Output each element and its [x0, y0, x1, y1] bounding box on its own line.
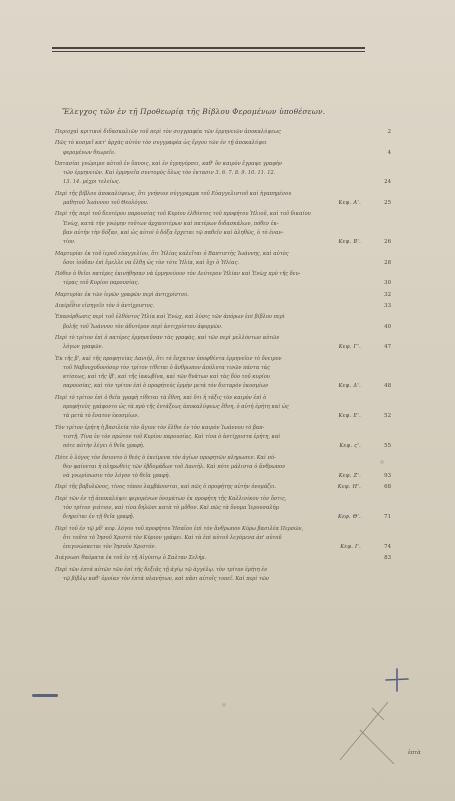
toc-entry-line: τέρας τοῦ Κυρίου παρουσίας.	[63, 280, 140, 287]
toc-entry	[55, 566, 391, 585]
page-number: 74	[384, 544, 391, 551]
page-number: 32	[384, 291, 391, 298]
toc-entry-line: Ἐνὼχ, κατὰ τὴν γνώμην τοῦτων ἀρχαιοτέρων καὶ πατέρων διδασκάλων, πόθεν ἐκ-	[63, 220, 279, 227]
toc-entry	[55, 210, 391, 247]
chapter-ref: Κεφ. Δ'.	[338, 383, 361, 390]
chapter-ref: Κεφ. Ζ'.	[338, 473, 361, 480]
page-number: 40	[384, 323, 391, 330]
toc-entry-line: Περὶ τοῦ ἐν τῷ μδ' κεφ. λόγου τοῦ προφήτου Ἠσαΐου ἐπὶ τὸν ἄνθρωπον Κύρω βασιλέα Περσῶν,	[55, 525, 304, 532]
toc-entry	[55, 483, 391, 492]
toc-entry	[55, 270, 391, 289]
toc-entry-line: κτίσεως, καὶ τῆς ἰβ', καὶ τῆς ἰακωβίνα, καὶ τῶν θνάτων καὶ τὰς δύο τοῦ κυρίου	[63, 374, 270, 381]
toc-entry	[55, 128, 391, 137]
toc-entry-line: Περὶ τὸ τρίτον ἐπὶ ὁ θεῖα γραφὴ τίθεται τὰ ἔθνη, καὶ ὅτι ἡ τάξις τὸν καιρὸν ἐπὶ ὁ	[55, 394, 267, 401]
toc-entry-line: μαθητοῦ Ἰωάννου τοῦ Θεολόγου.	[63, 200, 149, 207]
page-number: 33	[384, 303, 391, 310]
toc-entry-line: ὅσοι ἰούδαν ἐπὶ ἔμελλε να ἔλθῃ ὡς τὸν τότε Ἠλία, καὶ ὅχι ὁ Ἠλίας.	[63, 259, 240, 266]
toc-entry-line: Περιοχαὶ κριτικοὶ διδασκαλιῶν τοῦ περὶ τὸν συγγραφέα τῶν ἑρμηνειῶν ἀποκαλύψεως	[55, 129, 281, 135]
chapter-ref: Κεφ. Β'.	[338, 239, 361, 246]
toc-entry-line: τιστῇ. Τίνα ἐν τὸν πρώτον τοῦ Κυρίου παρουσίας. Καὶ τίνα ὁ ἀντίχριστα ἐρήτη, καὶ	[63, 433, 281, 440]
toc-entry-line: τῶν ἑρμηνειῶν. Καὶ ἑρμηνεῖα συντομὸς ὅλως τὸν ἐκτασιν 3. 6. 7. 8. 9. 10. 11. 12.	[63, 170, 276, 177]
top-rule-thin	[52, 51, 365, 52]
toc-entry-line: Πόθεν ὁ θεῖοι πατέρες ἐκινήθησαν νὰ ἑρμηνεύουν τὸν Δεύτερον Ἠλίαν καὶ Ἐνὼχ πρὸ τῆς δευ-	[55, 271, 301, 278]
page-number: 83	[384, 555, 391, 562]
toc-entry	[55, 424, 391, 452]
toc-entry-line: Ὀπτασίαι γνώριμοι αὐτοῦ ἐν ὕπνοις, καὶ ἐν ἐγρηγόρσει, καθ' ὃν καιρὸν ἔγραψε γραφὴν	[55, 160, 283, 167]
toc-entry-line: Μαρτυρίαι ἐκ τοῦ ἱεροῦ εὐαγγελίου, ὅτι Ἠλίας καλεῖται ὁ Βαπτιστὴς Ἰωάννης, καὶ αὐτὸς	[55, 250, 289, 257]
chapter-ref: Κεφ. Α'.	[338, 200, 361, 207]
page-number: 68	[384, 484, 391, 491]
toc-entry	[55, 525, 391, 553]
toc-entry-line: τὰ μετὰ τὸ ἔνατον ἐκοσμίων.	[63, 413, 139, 420]
toc-entry-line: νὰ γνωρίσωσιν τὸν λόγον τὸ θεῖα γραφὴ.	[63, 473, 171, 480]
chapter-ref: Κεφ. Ι'.	[340, 544, 361, 551]
page-number: 47	[384, 344, 391, 351]
top-rule	[52, 47, 365, 49]
page-number: 28	[384, 259, 391, 266]
toc-entry-line: Πότε ὁ λόγος τὸν ὅσιοντο ὁ θεὸς ὁ ἐκείμενα τὸν ἀγίων προφητῶν πληρωσεν. Καὶ πό-	[55, 454, 276, 461]
toc-entry-line: Διάγνωσι θαύματα ἐκ τοῦ ἐν τῇ Αἰγύπτῳ ὁ Σαλταν Σελήμ.	[55, 555, 207, 562]
page-number: 26	[384, 239, 391, 246]
page-number: 52	[384, 413, 391, 420]
toc-entry-line: ἐπιγινώσκεται τὸν Ἰησοῦν Χριστόν.	[63, 544, 157, 551]
toc-entry-line: 13. 14. μέχρι τελείως.	[63, 179, 121, 186]
toc-entry-line: βολῆς τοῦ Ἰωάννου τὸν ἀδυτέρον περὶ ἀντιχρίστου ἀφορμῶν.	[63, 323, 223, 330]
page-number: 55	[384, 443, 391, 450]
toc-entry-line: βαν αὐτὴν τὴν δόξαν, καὶ ὡς αὐτοὶ ὁ δόξα ἔρχεται τῷ παθεῖν καὶ ἀληθῶς, ὁ τὸ ἐναν-	[63, 229, 284, 236]
toc-entry	[55, 250, 391, 269]
chapter-ref: Κεφ. Θ'.	[338, 514, 361, 521]
page-number: 93	[384, 473, 391, 480]
toc-entry	[55, 355, 391, 392]
page-number: 4	[387, 149, 391, 156]
toc-entry	[55, 495, 391, 523]
toc-entry-line: τὸν τρίτον γιάτιον, καὶ τίνα δηλῶσι κατὰ τὸ μῦθον. Καὶ πῶς τὰ ὄνομα Ἱερουσαλὴμ	[63, 504, 280, 511]
toc-entry-line: πότε αὐτὴν λέγει ὁ θεῖα γραφὴ.	[63, 443, 145, 450]
page-title: Ἔλεγχος τῶν ἐν τῇ Προθεωρίᾳ τῆς Βίβλου Φερομένων ὑποθέσεων.	[62, 107, 326, 116]
toc-entry-line: Περὶ τῆς περὶ τοῦ δευτέρου παρουσίας τοῦ Κυρίου ἐλθόντος τοῦ προφήτου Ἠλιοῦ, καὶ τοῦ δικαίου	[55, 211, 311, 218]
toc-entry	[55, 302, 391, 311]
toc-entry	[55, 190, 391, 209]
toc-entry	[55, 160, 391, 188]
toc-entry-line: Διαίρεσιν εἰσηγεῖν τὸν ὁ ἀντίχριστος.	[55, 303, 155, 310]
toc-entry-line: διηρείται ἐν τῇ θεῖα γραφῇ.	[63, 514, 135, 521]
toc-entry-line: Περὶ τῶν ἐπτά αὐτῶν τῶν ἐπὶ τῆς δεξιᾶς τῇ ἀγίῳ τῷ ἀγγέλῳ. τὸν τρίτον ἐρήτη ἐν	[55, 566, 268, 573]
toc-entry-line: Ἐκ τῆς β', καὶ τῆς προφητείας Δανιὴλ, ὅτι τὸ ἔσχατον ὑποφθέντα ἑρμηνεῖον τὸ ὄνειρον	[55, 355, 282, 362]
toc-entry	[55, 334, 391, 353]
toc-entry-line: τῷ βίβλῳ καθ' ὁμοίαν τὸν ἑπτὰ πλανήτων, καὶ πᾶσι αὐτοῖς τυπεῖ. Καὶ περὶ τῶν	[63, 576, 269, 583]
toc-entry	[55, 139, 391, 158]
page-number: 24	[384, 179, 391, 186]
page-number: 48	[384, 383, 391, 390]
toc-entry-line: Μαρτυρίαι ἐκ τῶν ἱερῶν γραφῶν περὶ ἀντιχρίστου.	[55, 291, 189, 298]
toc-entry-line: Περὶ τῆς βαβυλῶνος, τίνος τόπου λαμβάνονται, καὶ πῶς ὁ προφήτης αὐτὴν ὀνομάζει.	[55, 484, 277, 491]
toc-entry	[55, 394, 391, 422]
toc-entry	[55, 554, 391, 563]
toc-entry-line: παρουσίας, καὶ τὸν τρίτον ἐπὶ ὁ προφήτεὺς ἑρμὴν μετὰ τὸν διεταρὸν ἐκοσμίων	[63, 383, 269, 390]
toc-entry-line: λόγων γραφῶν.	[63, 344, 104, 351]
toc-entry-line: Περὶ τὸ τρίτον ἐπὶ ὁ πατέρες ἑρμηνεῦσαν τὰς γραφὰς, καὶ τῶν περὶ μελλόντων αὐτῶν	[55, 334, 280, 341]
toc-entry-line: Περὶ τῶν ἐν τῇ ἀποκαλύψει φερομένων ὀνομάτων ἐκ προφήτη τῆς Καλλινίκου τὸν ὅστις,	[55, 495, 287, 502]
toc-entry-line: προφήτεὺς γράφοντο ὡς τὰ πρὸ τῆς ἐντάξεως ἀποκαλύψεως ἔθνη, ὁ αὐτὴ ἐρήτη καὶ ὡς	[63, 404, 289, 411]
toc-entry-line: θεν φαίνεται ἡ πληρωθεὶς τῶν ἑβδομάδων τοῦ Δανιὴλ. Καὶ πότε μάλιστα ὁ ἄνθρωπον	[63, 463, 286, 470]
chapter-ref: Κεφ. Ε'.	[338, 413, 361, 420]
toc-entry	[55, 291, 391, 300]
paper-stain	[70, 300, 75, 305]
ink-mark	[32, 694, 58, 697]
table-of-contents	[55, 128, 391, 586]
paper-stain	[380, 460, 384, 464]
chapter-ref: Κεφ. Η'.	[337, 484, 361, 491]
page-number: 71	[384, 514, 391, 521]
pencil-scribble-icon	[330, 690, 400, 770]
toc-entry-line: Τὸν τρίτον ἐρήτη ἡ βασιλεία τὸν ἄγιον τὸν ἔλθοι ἐν τὸν καιρὸν Ἰωάννου τὸ βαπ-	[55, 424, 265, 431]
toc-entry-line: φερομένων θεωρεῖν.	[63, 149, 116, 156]
toc-entry-line: τοῦ Ναβουχοδονόσορ τὸν τρίτον τίθεται ὁ ἄνθρωπον ἀπόλυτα τινῶν πάντα τὰς	[63, 364, 270, 371]
page-number: 2	[387, 129, 391, 135]
catchword: ἑπτὰ	[408, 750, 421, 756]
toc-entry-line: ὅτι τοῦτο τὸ Ἰησοῦ Χριστὸ τὸν Κύριον γράφει. Καὶ τὰ ἐπὶ αὐτοῦ λεγόμενα ἀπ' αὐτοῦ	[63, 534, 282, 541]
toc-entry-line: Πῶς τὸ κοσμεῖ κατ' ἀρχὰς αὐτὸν τὸν συγγραφέα ὡς ἔργου τῶν ἐν τῇ ἀποκαλύψει	[55, 140, 267, 147]
toc-entry	[55, 313, 391, 332]
toc-entry-line: Περὶ τῆς βίβλου ἀποκαλύψεως, ὅτι γνήσιον σύγγραμμα τοῦ Εὐαγγελιστοῦ καὶ ἠγαπημένου	[55, 190, 292, 197]
chapter-ref: Κεφ. ς'.	[339, 443, 361, 450]
paper-stain	[222, 703, 226, 707]
page-number: 30	[384, 280, 391, 287]
toc-entry	[55, 454, 391, 482]
toc-entry-line: Ἐπανόρθωσις περὶ τοῦ ἐλθόντος Ἠλία καὶ Ἐνὼχ, καὶ λύσις τῶν ἀπόρων ἐπὶ βίβλου περὶ	[55, 314, 285, 321]
page-number: 25	[384, 200, 391, 207]
toc-entry-line: τίον.	[63, 239, 76, 246]
chapter-ref: Κεφ. Γ'.	[338, 344, 361, 351]
